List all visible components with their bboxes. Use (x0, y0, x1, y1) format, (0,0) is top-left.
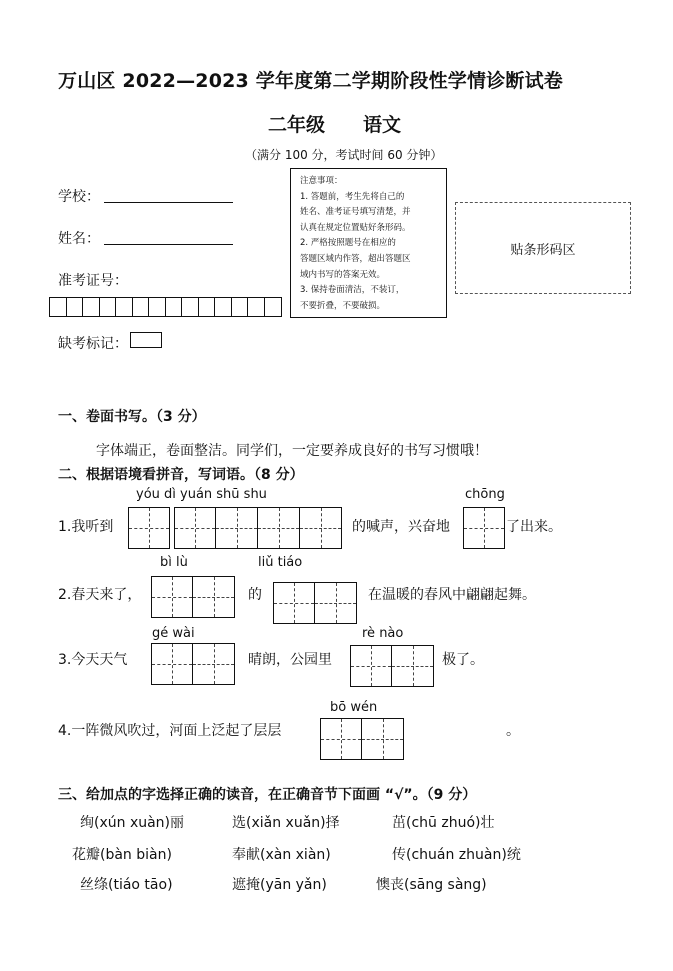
q3-pinyin-1: gé wài (152, 626, 195, 641)
notice-line: 答题区域内作答，超出答题区 (300, 253, 411, 264)
choice-item[interactable]: 传(chuán zhuàn)统 (392, 847, 521, 863)
q2-grid-1[interactable] (151, 576, 235, 618)
q3-suffix: 极了。 (442, 652, 484, 668)
section2-heading: 二、根据语境看拼音，写词语。（8 分） (58, 467, 304, 483)
notice-line: 姓名、准考证号填写清楚，并 (300, 207, 411, 218)
choice-item[interactable]: 花瓣(bàn biàn) (72, 847, 172, 863)
q3-grid-2[interactable] (350, 645, 434, 687)
q1-prefix: 1.我听到 (58, 519, 114, 535)
school-field-line[interactable] (104, 202, 233, 203)
section3-heading: 三、给加点的字选择正确的读音，在正确音节下面画 “√”。（9 分） (58, 787, 477, 803)
exam-title: 万山区 2022—2023 学年度第二学期阶段性学情诊断试卷 (58, 70, 563, 92)
q2-pinyin-2: liǔ tiáo (258, 555, 303, 570)
q3-grid-1[interactable] (151, 643, 235, 685)
choice-item[interactable]: 懊丧(sāng sàng) (376, 877, 487, 893)
q3-middle: 晴朗，公园里 (248, 652, 332, 668)
notice-line: 域内书写的答案无效。 (300, 269, 386, 280)
choice-item[interactable]: 丝绦(tiáo tāo) (80, 877, 173, 893)
q3-prefix: 3.今天天气 (58, 652, 128, 668)
notice-line: 1. 答题前，考生先将自己的 (300, 191, 405, 202)
q1-grid-2[interactable] (174, 507, 342, 549)
q2-pinyin-1: bì lù (160, 555, 188, 570)
subject-label: 语文 (363, 114, 402, 136)
exam-id-grid[interactable] (49, 297, 282, 317)
q2-grid-2[interactable] (273, 582, 357, 624)
q4-grid-1[interactable] (320, 718, 404, 760)
barcode-area (455, 202, 631, 294)
q2-prefix: 2.春天来了， (58, 587, 142, 603)
q1-pinyin-1: yóu dì yuán shū shu (136, 487, 267, 502)
q2-suffix: 在温暖的春风中翩翩起舞。 (368, 587, 536, 603)
notice-line: 2. 严格按照题号在相应的 (300, 238, 396, 249)
q4-pinyin-1: bō wén (330, 700, 378, 715)
q2-middle: 的 (248, 587, 262, 603)
grade-label: 二年级 (268, 114, 326, 136)
exam-subtitle (268, 110, 401, 137)
q4-suffix: 。 (506, 723, 520, 739)
q1-middle: 的喊声，兴奋地 (352, 519, 450, 535)
choice-item[interactable]: 绚(xún xuàn)丽 (80, 815, 185, 831)
choice-item[interactable]: 奉献(xàn xiàn) (232, 847, 331, 863)
q1-suffix: 了出来。 (506, 519, 562, 535)
exam-info: （满分 100 分，考试时间 60 分钟） (245, 148, 443, 162)
choice-item[interactable]: 茁(chū zhuó)壮 (392, 815, 495, 831)
notice-box (290, 168, 447, 318)
school-label: 学校： (58, 189, 100, 205)
notice-line: 认真在规定位置贴好条形码。 (300, 222, 411, 233)
barcode-label: 贴条形码区 (510, 242, 576, 258)
q1-pinyin-2: chōng (465, 487, 505, 502)
notice-line: 3. 保持卷面清洁，不装订， (300, 285, 405, 296)
section1-heading: 一、卷面书写。（3 分） (58, 409, 206, 425)
name-field-line[interactable] (104, 244, 233, 245)
q4-prefix: 4.一阵微风吹过，河面上泛起了层层 (58, 723, 282, 739)
section1-text: 字体端正，卷面整洁。同学们，一定要养成良好的书写习惯哦！ (96, 443, 488, 459)
absent-mark-box[interactable] (130, 332, 162, 348)
absent-label: 缺考标记： (58, 336, 128, 352)
notice-title: 注意事项： (300, 176, 343, 186)
q1-grid-1[interactable] (128, 507, 170, 549)
choice-item[interactable]: 遮掩(yān yǎn) (232, 877, 327, 893)
name-label: 姓名： (58, 231, 100, 247)
q1-grid-3[interactable] (463, 507, 505, 549)
q3-pinyin-2: rè nào (362, 626, 404, 641)
id-label: 准考证号： (58, 273, 128, 289)
choice-item[interactable]: 选(xiǎn xuǎn)择 (232, 815, 340, 831)
notice-line: 不要折叠，不要破损。 (300, 300, 386, 311)
